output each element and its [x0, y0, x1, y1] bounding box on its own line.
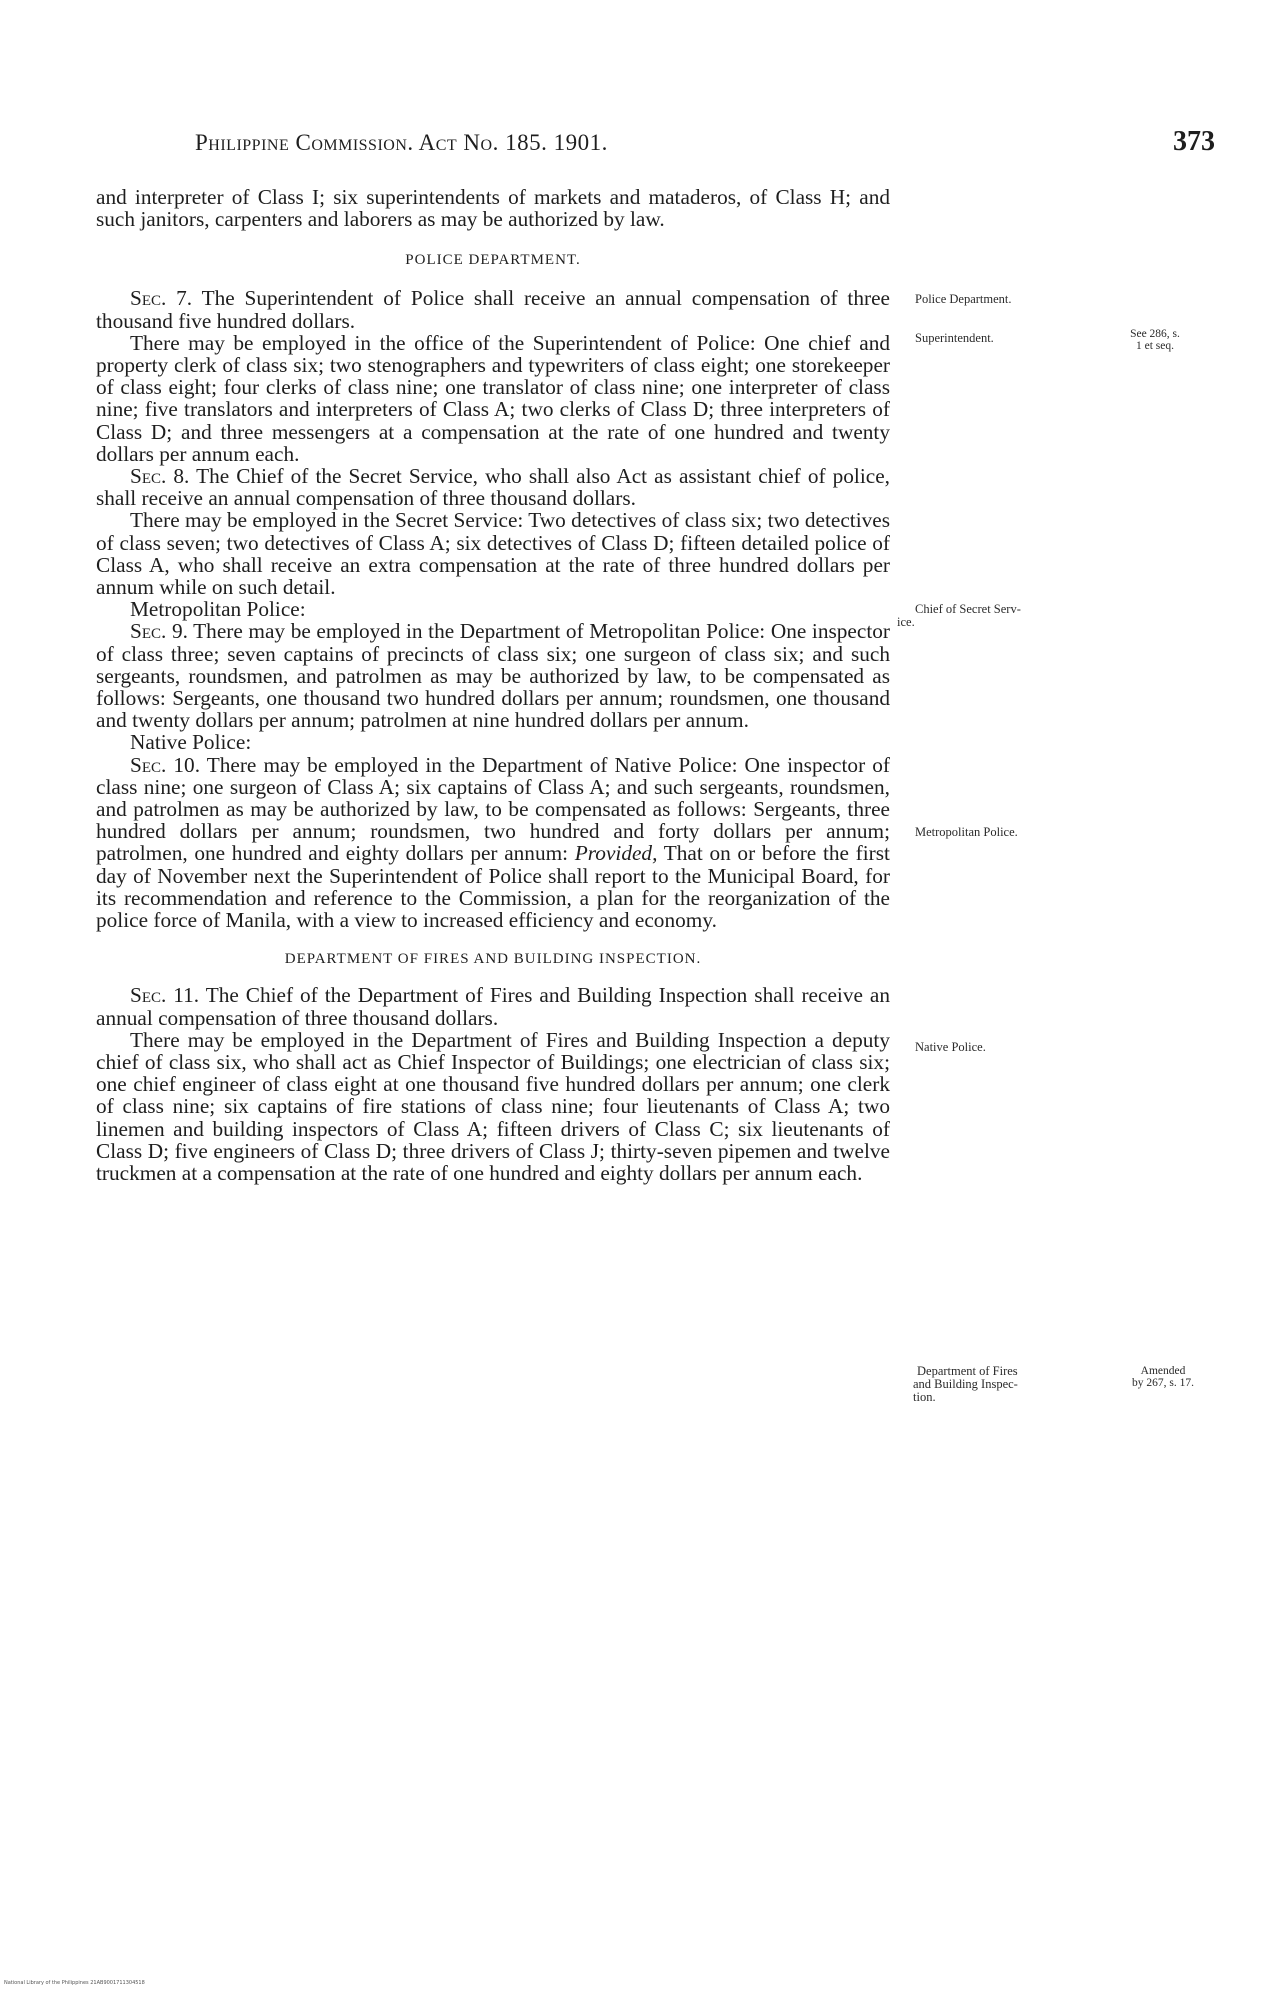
provided-word: Provided, [574, 841, 658, 866]
sec8-text: The Chief of the Secret Service, who shall also Act as assistant chief of police, shall receive an annual compensation of three thousand dollars. [96, 464, 890, 511]
intro-paragraph: and interpreter of Class I; six superintendents of markets and mataderos, of Class H; and such janitors, carpenters and laborers as may be authorized by law. [96, 185, 890, 232]
margin-note-fires [913, 1365, 1063, 1404]
amended-line-2: by 267, s. 17. [1132, 1377, 1194, 1389]
sec7-label: Sec. 7. [130, 286, 193, 311]
sec8-paragraph [96, 465, 890, 509]
sec7-paragraph [96, 287, 890, 331]
sec7-text: The Superintendent of Police shall receive an annual compensation of three thousand five hundred dollars. [96, 286, 890, 333]
sec7-staff-paragraph: There may be employed in the office of the Superintendent of Police: One chief and property clerk of class six; two stenographers and typewriters of class eight; one storekeeper of class eight; four clerks of class nine; one translator of class nine; one interpreter of class nine; five translators and interpreters of Class A; two clerks of Class D; three interpreters of Class D; and three messengers at a compensation at the rate of one hundred and twenty dollars per annum each. [96, 330, 890, 466]
sec11-text: The Chief of the Department of Fires and Building Inspection shall receive an annual compensation of three thousand dollars. [96, 983, 890, 1030]
footer-credit: National Library of the Philippines 21AB9001711304518 [4, 1980, 145, 1986]
margin-note-see-reference [1100, 328, 1210, 352]
sec10-label: Sec. 10. [130, 752, 201, 777]
sec10-text-b: That on or before the first day of November next the Superintendent of Police shall report to the Municipal Board, for its recommendation and reference to the Commission, a plan for the reorganization of the police force of Manila, with a view to increased efficiency and economy. [96, 841, 890, 933]
margin-note-superintendent: Superintendent. [915, 331, 994, 345]
sec9-text: There may be employed in the Department of Metropolitan Police: One inspector of class three; seven captains of precincts of class six; one surgeon of class six; and such sergeants, roundsmen, and patrolmen as may be authorized by law, to be compensated as follows: Sergeants, one thousand two hundred dollars per annum; roundsmen, one thousand and twenty dollars per annum; patrolmen at nine hundred dollars per annum. [96, 619, 890, 733]
fires-line-3: tion. [913, 1390, 936, 1404]
sec8-staff-paragraph: There may be employed in the Secret Service: Two detectives of class six; two detectives of class seven; two detectives of Class A; six detectives of Class D; fifteen detailed police of Class A, who shall receive an extra compensation at the rate of three hundred dollars per annum while on such detail. [96, 508, 890, 600]
sec11-label: Sec. 11. [130, 983, 200, 1008]
see-ref-line-2: 1 et seq. [1135, 340, 1174, 352]
sec10-paragraph [96, 754, 890, 932]
page-number: 373 [1173, 126, 1215, 157]
police-department-heading: POLICE DEPARTMENT. [405, 252, 581, 269]
margin-note-secret-service [897, 603, 1021, 629]
secret-service-line-2: ice. [897, 615, 915, 629]
sec8-label: Sec. 8. [130, 464, 190, 489]
metropolitan-police-label: Metropolitan Police: [130, 597, 306, 622]
margin-note-police-department: Police Department. [915, 292, 1012, 306]
sec9-label: Sec. 9. [130, 619, 188, 644]
see-ref-line-1: See 286, s. [1130, 328, 1180, 340]
margin-note-amended [1108, 1365, 1218, 1389]
fires-department-heading: DEPARTMENT OF FIRES AND BUILDING INSPECTION. [284, 951, 702, 968]
sec11-staff-paragraph: There may be employed in the Department of Fires and Building Inspection a deputy chief of class six, who shall act as Chief Inspector of Buildings; one electrician of class six; one chief engineer of class eight at one thousand five hundred dollars per annum; one clerk of class nine; six captains of fire stations of class nine; four lieutenants of Class A; two linemen and building inspectors of Class A; fifteen drivers of Class C; six lieutenants of Class D; five engineers of Class D; three drivers of Class J; thirty-seven pipemen and twelve truckmen at a compensation at the rate of one hundred and eighty dollars per annum each. [96, 1027, 890, 1185]
fires-line-1: Department of Fires [917, 1364, 1018, 1378]
margin-note-native-police: Native Police. [915, 1040, 986, 1054]
native-police-label: Native Police: [130, 730, 252, 755]
margin-note-metropolitan-police: Metropolitan Police. [915, 825, 1018, 839]
fires-line-2: and Building Inspec- [913, 1377, 1018, 1391]
page-header [195, 122, 1215, 162]
amended-line-1: Amended [1140, 1365, 1186, 1377]
sec10-text-a: There may be employed in the Department of Native Police: One inspector of class nine; one surgeon of Class A; six captains of Class A; and such sergeants, roundsmen, and patrolmen as may be authorized by law, to be compensated as follows: Sergeants, three hundred dollars per annum; roundsmen, two hundred and forty dollars per annum; patrolmen, one hundred and eighty dollars per annum: [96, 752, 890, 866]
secret-service-line-1: Chief of Secret Serv- [915, 602, 1021, 616]
sec11-paragraph [96, 984, 890, 1028]
sec9-paragraph [96, 620, 890, 731]
main-text [96, 186, 890, 1184]
running-title: Philippine Commission. Act No. 185. 1901. [195, 130, 608, 155]
